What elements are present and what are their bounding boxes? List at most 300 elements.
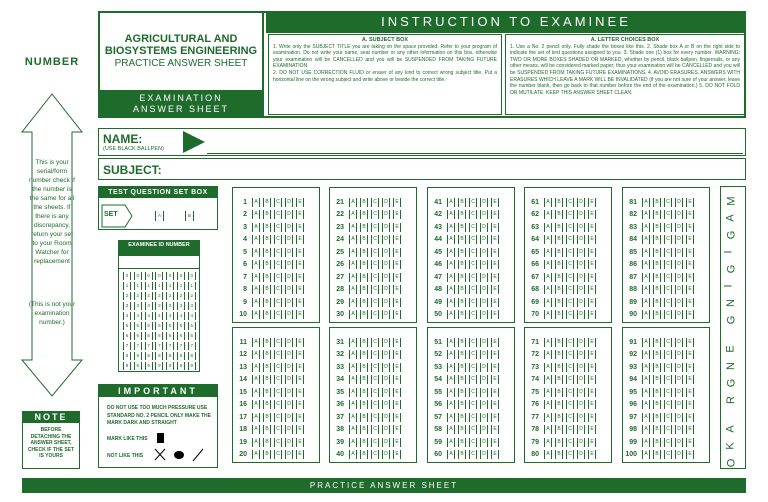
answer-bubble[interactable]: C [664,350,672,359]
answer-bubble[interactable]: C [274,235,282,244]
answer-bubble[interactable]: A [642,273,650,282]
answer-bubble[interactable]: D [285,350,293,359]
answer-bubble[interactable]: D [382,260,390,269]
answer-bubble[interactable]: D [285,198,293,207]
answer-bubble[interactable]: D [577,350,585,359]
answer-bubble[interactable]: D [382,450,390,459]
id-bubble[interactable]: 1 [123,282,131,290]
answer-bubble[interactable]: C [371,285,379,294]
answer-bubble[interactable]: A [544,363,552,372]
answer-bubble[interactable]: A [544,210,552,219]
answer-bubble[interactable]: A [544,375,552,384]
answer-bubble[interactable]: A [642,223,650,232]
answer-bubble[interactable]: C [371,198,379,207]
answer-bubble[interactable]: B [360,375,368,384]
answer-bubble[interactable]: E [491,210,499,219]
answer-bubble[interactable]: B [555,450,563,459]
answer-bubble[interactable]: A [642,375,650,384]
answer-bubble[interactable]: E [491,363,499,372]
id-bubble[interactable]: 2 [177,292,185,300]
answer-bubble[interactable]: D [480,273,488,282]
answer-bubble[interactable]: B [458,248,466,257]
id-bubble[interactable]: 9 [188,362,196,370]
id-bubble[interactable]: 4 [123,312,131,320]
answer-bubble[interactable]: D [577,413,585,422]
answer-bubble[interactable]: E [588,338,596,347]
answer-bubble[interactable]: D [480,450,488,459]
answer-bubble[interactable]: B [263,260,271,269]
answer-bubble[interactable]: A [252,425,260,434]
answer-bubble[interactable]: A [349,388,357,397]
answer-bubble[interactable]: B [458,273,466,282]
answer-bubble[interactable]: D [675,350,683,359]
answer-bubble[interactable]: B [360,198,368,207]
answer-bubble[interactable]: D [285,413,293,422]
answer-bubble[interactable]: D [577,363,585,372]
id-bubble[interactable]: 3 [155,302,163,310]
answer-bubble[interactable]: D [285,450,293,459]
answer-bubble[interactable]: C [469,248,477,257]
answer-bubble[interactable]: A [642,260,650,269]
answer-bubble[interactable]: E [686,388,694,397]
answer-bubble[interactable]: A [349,210,357,219]
answer-bubble[interactable]: B [555,400,563,409]
answer-bubble[interactable]: A [252,400,260,409]
answer-bubble[interactable]: E [588,298,596,307]
answer-bubble[interactable]: C [566,438,574,447]
answer-bubble[interactable]: C [664,375,672,384]
answer-bubble[interactable]: A [349,198,357,207]
answer-bubble[interactable]: E [686,400,694,409]
answer-bubble[interactable]: E [296,223,304,232]
answer-bubble[interactable]: E [686,450,694,459]
answer-bubble[interactable]: C [664,400,672,409]
answer-bubble[interactable]: E [686,285,694,294]
answer-bubble[interactable]: A [252,285,260,294]
answer-bubble[interactable]: B [360,273,368,282]
answer-bubble[interactable]: E [588,425,596,434]
answer-bubble[interactable]: B [263,198,271,207]
answer-bubble[interactable]: C [664,363,672,372]
answer-bubble[interactable]: A [447,338,455,347]
answer-bubble[interactable]: C [274,223,282,232]
answer-bubble[interactable]: C [274,450,282,459]
answer-bubble[interactable]: D [285,388,293,397]
answer-bubble[interactable]: C [274,273,282,282]
answer-bubble[interactable]: E [491,223,499,232]
answer-bubble[interactable]: C [664,310,672,319]
answer-bubble[interactable]: C [274,350,282,359]
answer-bubble[interactable]: B [263,298,271,307]
answer-bubble[interactable]: B [360,413,368,422]
answer-bubble[interactable]: A [447,248,455,257]
answer-bubble[interactable]: B [360,298,368,307]
id-bubble[interactable]: 0 [188,272,196,280]
answer-bubble[interactable]: D [285,338,293,347]
id-write-row[interactable] [119,257,199,269]
answer-bubble[interactable]: B [653,198,661,207]
answer-bubble[interactable]: C [566,450,574,459]
answer-bubble[interactable]: B [263,363,271,372]
answer-bubble[interactable]: B [263,425,271,434]
answer-bubble[interactable]: C [274,425,282,434]
answer-bubble[interactable]: E [296,248,304,257]
answer-bubble[interactable]: B [555,248,563,257]
answer-bubble[interactable]: E [588,363,596,372]
answer-bubble[interactable]: E [686,235,694,244]
name-field[interactable] [98,128,746,156]
answer-bubble[interactable]: B [653,285,661,294]
answer-bubble[interactable]: B [360,438,368,447]
answer-bubble[interactable]: B [555,350,563,359]
answer-bubble[interactable]: E [393,438,401,447]
answer-bubble[interactable]: A [447,298,455,307]
id-bubble[interactable]: 4 [188,312,196,320]
answer-bubble[interactable]: B [458,298,466,307]
answer-bubble[interactable]: C [566,388,574,397]
answer-bubble[interactable]: D [675,450,683,459]
answer-bubble[interactable]: E [296,363,304,372]
answer-bubble[interactable]: B [458,285,466,294]
answer-bubble[interactable]: D [285,400,293,409]
answer-bubble[interactable]: A [349,413,357,422]
answer-bubble[interactable]: D [382,198,390,207]
answer-bubble[interactable]: D [382,350,390,359]
answer-bubble[interactable]: D [577,450,585,459]
id-bubble[interactable]: 7 [155,342,163,350]
id-bubble[interactable]: 3 [145,302,153,310]
answer-bubble[interactable]: E [686,350,694,359]
answer-bubble[interactable]: B [360,310,368,319]
answer-bubble[interactable]: E [491,235,499,244]
answer-bubble[interactable]: B [263,350,271,359]
answer-bubble[interactable]: B [360,248,368,257]
id-bubble[interactable]: 5 [188,322,196,330]
answer-bubble[interactable]: A [642,400,650,409]
answer-bubble[interactable]: D [285,223,293,232]
answer-bubble[interactable]: B [555,310,563,319]
id-bubble[interactable]: 7 [134,342,142,350]
answer-bubble[interactable]: E [491,388,499,397]
answer-bubble[interactable]: B [360,260,368,269]
answer-bubble[interactable]: C [274,375,282,384]
answer-bubble[interactable]: D [382,338,390,347]
answer-bubble[interactable]: C [566,400,574,409]
answer-bubble[interactable]: B [458,350,466,359]
answer-bubble[interactable]: E [491,400,499,409]
answer-bubble[interactable]: C [469,413,477,422]
answer-bubble[interactable]: B [555,260,563,269]
answer-bubble[interactable]: A [642,363,650,372]
answer-bubble[interactable]: A [447,198,455,207]
answer-bubble[interactable]: D [480,425,488,434]
id-bubble[interactable]: 8 [177,352,185,360]
answer-bubble[interactable]: A [544,310,552,319]
answer-bubble[interactable]: A [447,400,455,409]
answer-bubble[interactable]: D [675,388,683,397]
answer-bubble[interactable]: E [588,350,596,359]
answer-bubble[interactable]: A [642,298,650,307]
id-bubble[interactable]: 7 [145,342,153,350]
answer-bubble[interactable]: C [664,285,672,294]
answer-bubble[interactable]: D [675,338,683,347]
id-bubble[interactable]: 5 [155,322,163,330]
answer-bubble[interactable]: D [480,338,488,347]
id-bubble[interactable]: 1 [188,282,196,290]
answer-bubble[interactable]: C [371,298,379,307]
answer-bubble[interactable]: D [577,273,585,282]
answer-bubble[interactable]: A [252,260,260,269]
id-bubble[interactable]: 2 [155,292,163,300]
answer-bubble[interactable]: D [675,363,683,372]
answer-bubble[interactable]: A [642,285,650,294]
answer-bubble[interactable]: C [566,338,574,347]
answer-bubble[interactable]: D [577,375,585,384]
answer-bubble[interactable]: B [458,400,466,409]
answer-bubble[interactable]: C [274,260,282,269]
answer-bubble[interactable]: B [555,388,563,397]
answer-bubble[interactable]: E [588,235,596,244]
answer-bubble[interactable]: D [285,248,293,257]
id-bubble[interactable]: 8 [188,352,196,360]
answer-bubble[interactable]: C [469,273,477,282]
answer-bubble[interactable]: A [252,363,260,372]
answer-bubble[interactable]: A [642,388,650,397]
answer-bubble[interactable]: D [675,438,683,447]
answer-bubble[interactable]: E [686,338,694,347]
answer-bubble[interactable]: B [653,425,661,434]
answer-bubble[interactable]: D [480,388,488,397]
answer-bubble[interactable]: C [274,248,282,257]
answer-bubble[interactable]: B [360,450,368,459]
answer-bubble[interactable]: C [566,425,574,434]
answer-bubble[interactable]: E [393,338,401,347]
answer-bubble[interactable]: E [491,338,499,347]
answer-bubble[interactable]: B [263,400,271,409]
answer-bubble[interactable]: C [566,198,574,207]
answer-bubble[interactable]: B [360,338,368,347]
answer-bubble[interactable]: C [664,248,672,257]
answer-bubble[interactable]: A [349,375,357,384]
answer-bubble[interactable]: C [469,285,477,294]
answer-bubble[interactable]: A [252,450,260,459]
answer-bubble[interactable]: B [653,400,661,409]
answer-bubble[interactable]: D [577,338,585,347]
answer-bubble[interactable]: D [577,223,585,232]
answer-bubble[interactable]: A [252,235,260,244]
answer-bubble[interactable]: D [675,260,683,269]
answer-bubble[interactable]: E [491,438,499,447]
answer-bubble[interactable]: E [588,388,596,397]
id-bubble[interactable]: 8 [166,352,174,360]
answer-bubble[interactable]: E [686,198,694,207]
set-option-a[interactable]: A [155,211,164,221]
id-bubble[interactable]: 6 [155,332,163,340]
answer-bubble[interactable]: E [588,438,596,447]
answer-bubble[interactable]: D [480,375,488,384]
answer-bubble[interactable]: C [664,438,672,447]
answer-bubble[interactable]: E [491,425,499,434]
answer-bubble[interactable]: D [382,400,390,409]
answer-bubble[interactable]: E [296,413,304,422]
answer-bubble[interactable]: D [285,363,293,372]
answer-bubble[interactable]: E [491,310,499,319]
answer-bubble[interactable]: E [686,223,694,232]
answer-bubble[interactable]: C [469,375,477,384]
answer-bubble[interactable]: B [555,273,563,282]
answer-bubble[interactable]: D [480,223,488,232]
answer-bubble[interactable]: E [393,425,401,434]
answer-bubble[interactable]: A [544,425,552,434]
answer-bubble[interactable]: E [393,223,401,232]
answer-bubble[interactable]: C [664,413,672,422]
id-bubble[interactable]: 9 [145,362,153,370]
answer-bubble[interactable]: D [675,310,683,319]
answer-bubble[interactable]: A [544,273,552,282]
answer-bubble[interactable]: D [285,273,293,282]
id-bubble[interactable]: 3 [166,302,174,310]
answer-bubble[interactable]: B [555,223,563,232]
id-bubble[interactable]: 3 [134,302,142,310]
answer-bubble[interactable]: A [349,438,357,447]
answer-bubble[interactable]: E [296,388,304,397]
id-bubble[interactable]: 7 [166,342,174,350]
answer-bubble[interactable]: D [675,273,683,282]
answer-bubble[interactable]: C [274,310,282,319]
answer-bubble[interactable]: D [285,285,293,294]
answer-bubble[interactable]: C [371,260,379,269]
answer-bubble[interactable]: E [393,298,401,307]
answer-bubble[interactable]: E [588,400,596,409]
answer-bubble[interactable]: C [664,223,672,232]
answer-bubble[interactable]: E [491,198,499,207]
answer-bubble[interactable]: C [566,260,574,269]
answer-bubble[interactable]: D [577,298,585,307]
id-bubble[interactable]: 4 [166,312,174,320]
answer-bubble[interactable]: A [642,438,650,447]
answer-bubble[interactable]: D [285,438,293,447]
answer-bubble[interactable]: E [296,298,304,307]
answer-bubble[interactable]: C [371,450,379,459]
id-bubble[interactable]: 2 [123,292,131,300]
answer-bubble[interactable]: D [675,248,683,257]
answer-bubble[interactable]: C [664,338,672,347]
answer-bubble[interactable]: D [382,210,390,219]
id-bubble[interactable]: 9 [134,362,142,370]
answer-bubble[interactable]: C [469,198,477,207]
answer-bubble[interactable]: C [566,273,574,282]
id-bubble[interactable]: 6 [145,332,153,340]
answer-bubble[interactable]: C [664,273,672,282]
answer-bubble[interactable]: E [491,450,499,459]
answer-bubble[interactable]: C [469,235,477,244]
answer-bubble[interactable]: C [566,210,574,219]
answer-bubble[interactable]: A [349,285,357,294]
answer-bubble[interactable]: E [588,260,596,269]
answer-bubble[interactable]: A [252,375,260,384]
id-bubble[interactable]: 7 [123,342,131,350]
answer-bubble[interactable]: B [360,285,368,294]
answer-bubble[interactable]: B [653,350,661,359]
answer-bubble[interactable]: C [371,350,379,359]
answer-bubble[interactable]: E [393,363,401,372]
answer-bubble[interactable]: A [447,363,455,372]
answer-bubble[interactable]: D [285,235,293,244]
answer-bubble[interactable]: C [274,338,282,347]
answer-bubble[interactable]: A [447,273,455,282]
answer-bubble[interactable]: B [360,400,368,409]
answer-bubble[interactable]: B [653,413,661,422]
answer-bubble[interactable]: D [577,400,585,409]
answer-bubble[interactable]: D [382,235,390,244]
id-bubble[interactable]: 6 [134,332,142,340]
answer-bubble[interactable]: C [664,425,672,434]
id-bubble[interactable]: 7 [188,342,196,350]
answer-bubble[interactable]: B [555,413,563,422]
answer-bubble[interactable]: A [349,273,357,282]
answer-bubble[interactable]: E [393,285,401,294]
answer-bubble[interactable]: D [382,248,390,257]
answer-bubble[interactable]: B [458,260,466,269]
answer-bubble[interactable]: A [349,235,357,244]
id-bubble[interactable]: 4 [155,312,163,320]
answer-bubble[interactable]: B [263,235,271,244]
answer-bubble[interactable]: A [544,450,552,459]
answer-bubble[interactable]: E [393,235,401,244]
answer-bubble[interactable]: B [263,338,271,347]
id-bubble[interactable]: 4 [177,312,185,320]
answer-bubble[interactable]: A [544,338,552,347]
answer-bubble[interactable]: C [274,210,282,219]
answer-bubble[interactable]: D [480,400,488,409]
answer-bubble[interactable]: E [588,285,596,294]
answer-bubble[interactable]: B [555,425,563,434]
answer-bubble[interactable]: B [458,388,466,397]
answer-bubble[interactable]: E [296,400,304,409]
answer-bubble[interactable]: E [588,210,596,219]
answer-bubble[interactable]: B [458,375,466,384]
answer-bubble[interactable]: D [577,388,585,397]
answer-bubble[interactable]: E [393,350,401,359]
answer-bubble[interactable]: C [469,210,477,219]
answer-bubble[interactable]: D [382,285,390,294]
answer-bubble[interactable]: C [566,223,574,232]
answer-bubble[interactable]: E [393,388,401,397]
answer-bubble[interactable]: A [349,400,357,409]
answer-bubble[interactable]: C [566,235,574,244]
answer-bubble[interactable]: E [393,413,401,422]
answer-bubble[interactable]: D [480,298,488,307]
answer-bubble[interactable]: D [480,363,488,372]
answer-bubble[interactable]: B [555,210,563,219]
answer-bubble[interactable]: A [642,235,650,244]
answer-bubble[interactable]: A [544,285,552,294]
answer-bubble[interactable]: D [382,388,390,397]
id-bubble[interactable]: 2 [134,292,142,300]
answer-bubble[interactable]: A [447,425,455,434]
answer-bubble[interactable]: A [252,350,260,359]
answer-bubble[interactable]: E [296,198,304,207]
answer-bubble[interactable]: C [664,450,672,459]
id-bubble[interactable]: 0 [155,272,163,280]
answer-bubble[interactable]: A [544,388,552,397]
answer-bubble[interactable]: C [274,198,282,207]
id-bubble[interactable]: 0 [166,272,174,280]
answer-bubble[interactable]: E [491,260,499,269]
id-bubble[interactable]: 8 [134,352,142,360]
id-bubble[interactable]: 4 [145,312,153,320]
answer-bubble[interactable]: D [577,248,585,257]
